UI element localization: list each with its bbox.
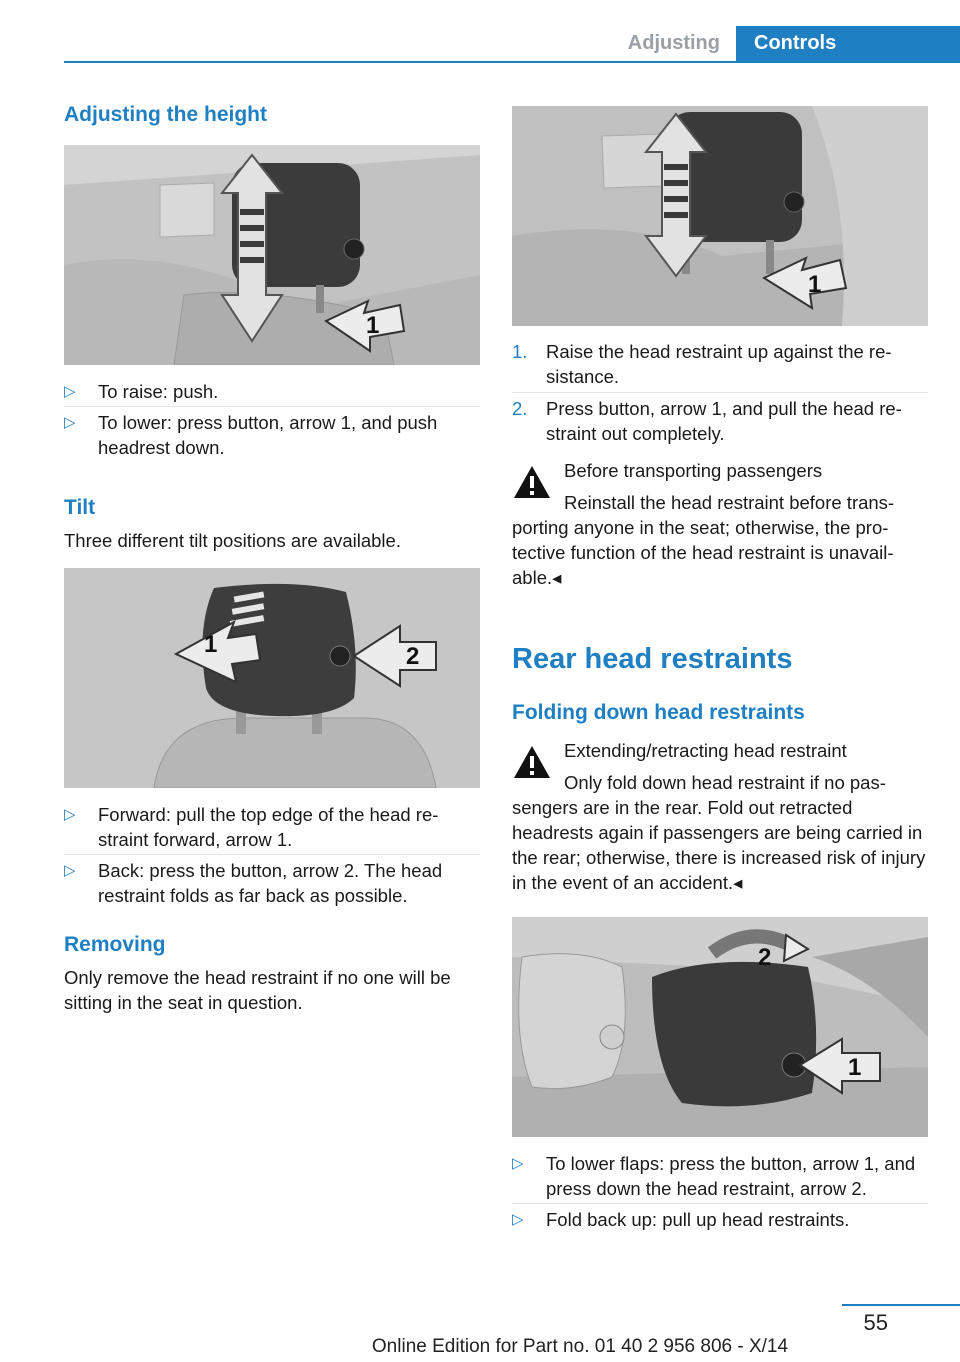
- divider: [64, 854, 480, 855]
- figure-label-2: 2: [758, 944, 772, 971]
- figure-height-adjust: [64, 145, 480, 365]
- page-number: 55: [863, 1310, 888, 1335]
- warning-title: Extending/retracting head restraint: [564, 740, 847, 761]
- triangle-right-icon: ▷: [64, 383, 76, 400]
- figure-label-1: 1: [808, 271, 822, 298]
- warning-triangle-icon: [512, 462, 552, 502]
- triangle-right-icon: ▷: [64, 806, 76, 823]
- figure-label-1: 1: [366, 312, 380, 339]
- warning-text: porting anyone in the seat; otherwise, the protective function of the head restraint is unavailable.◂: [512, 517, 894, 588]
- tilt-intro: Three different tilt positions are available.: [64, 530, 401, 551]
- warning-text-line1: Reinstall the head restraint before trans-: [564, 492, 895, 513]
- triangle-right-icon: ▷: [64, 414, 76, 431]
- heading-removing: Removing: [64, 933, 166, 956]
- header-chapter: Controls: [736, 26, 960, 61]
- figure-label-1: 1: [204, 631, 218, 658]
- warning-text: sengers are in the rear. Fold out retracted headrests again if passengers are being carried in the rear; otherwise, there is increased risk of injury in the event of an accident.◂: [512, 797, 926, 893]
- divider: [512, 392, 928, 393]
- removing-text: Only remove the head restraint if no one will be sitting in the seat in question.: [64, 967, 451, 1013]
- triangle-right-icon: ▷: [512, 1211, 524, 1228]
- figure-removal: [512, 106, 928, 326]
- header-section: Adjusting: [627, 32, 720, 54]
- figure-label-1: 1: [848, 1054, 862, 1081]
- figure-label-2: 2: [406, 643, 420, 670]
- header-rule: [64, 61, 960, 63]
- heading-folding-down: Folding down head restraints: [512, 701, 805, 724]
- heading-adjusting-height: Adjusting the height: [64, 103, 267, 126]
- footer-edition: Online Edition for Part no. 01 40 2 956 806 - X/14: [371, 1336, 789, 1357]
- divider: [512, 1203, 928, 1204]
- triangle-right-icon: ▷: [64, 862, 76, 879]
- figure-tilt: [64, 568, 480, 788]
- figure-rear-fold: [512, 917, 928, 1137]
- divider: [64, 406, 480, 407]
- heading-rear-head-restraints: Rear head restraints: [512, 643, 793, 675]
- triangle-right-icon: ▷: [512, 1155, 524, 1172]
- warning-triangle-icon: [512, 742, 552, 782]
- heading-tilt: Tilt: [64, 496, 96, 519]
- page-number-rule: [842, 1304, 960, 1306]
- warning-text-line1: Only fold down head restraint if no pas-: [564, 772, 886, 793]
- warning-title: Before transporting passengers: [564, 460, 823, 481]
